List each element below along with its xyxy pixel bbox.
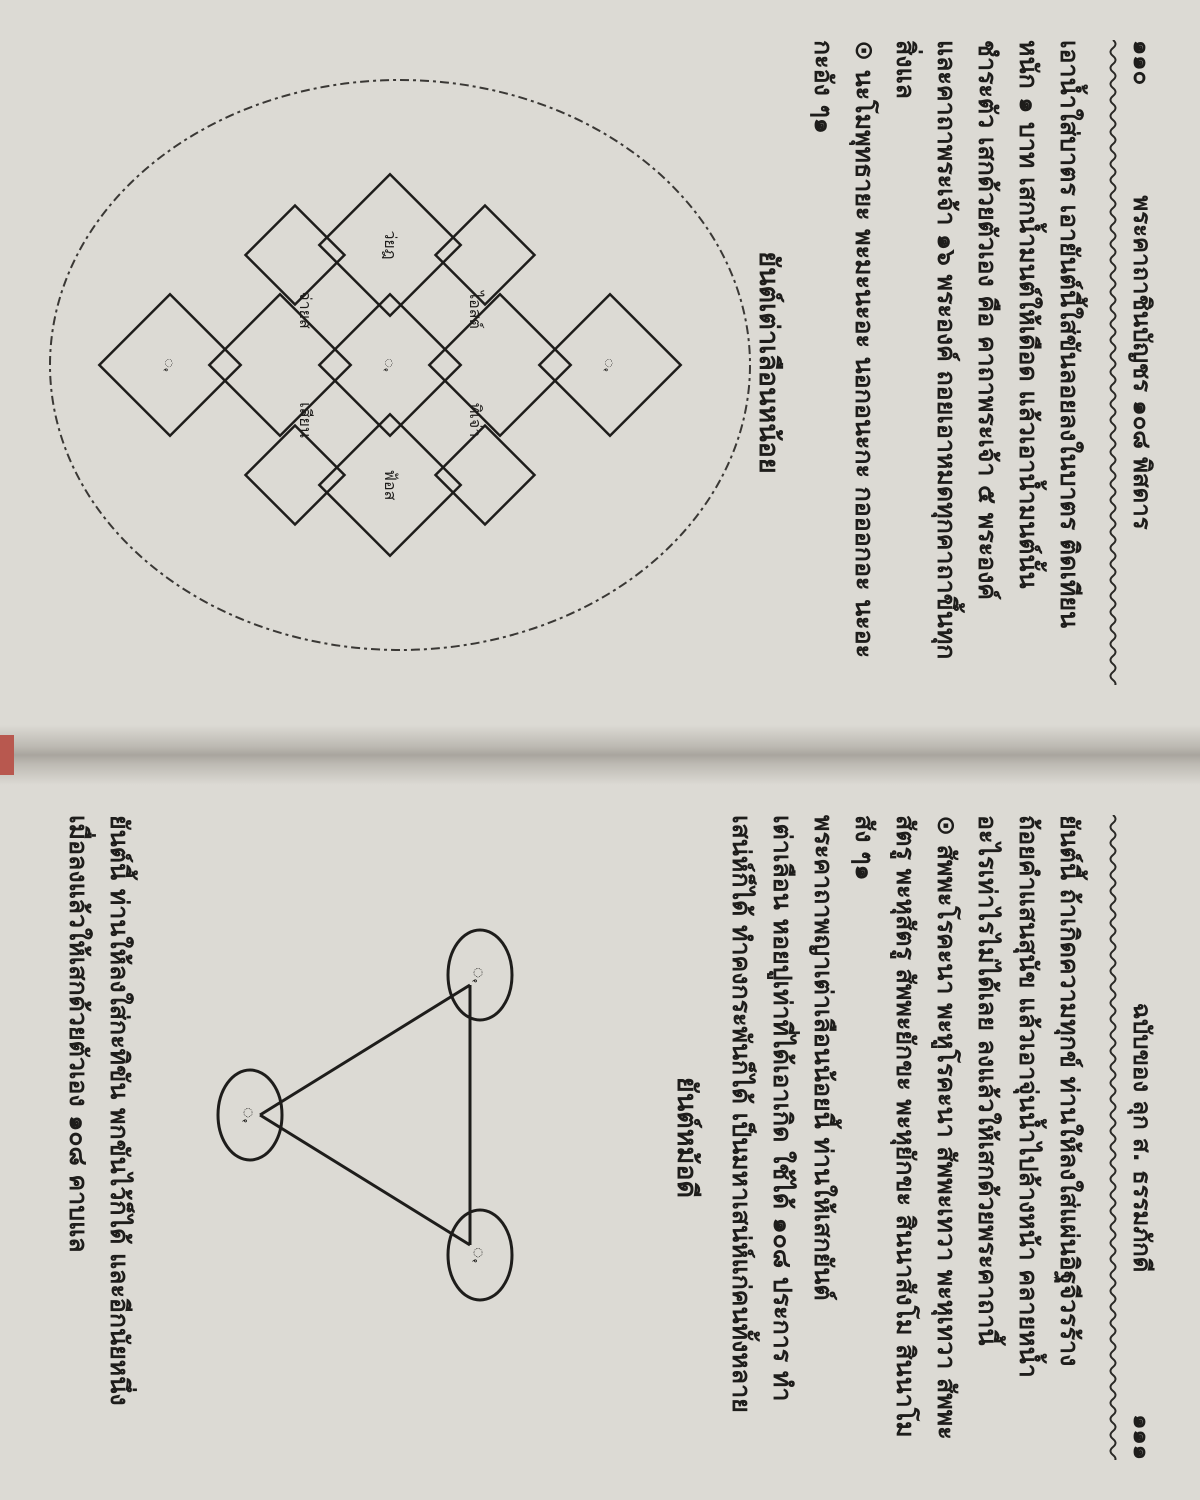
running-header: พระคาถาชินบัญชร ๑๐๘ พิสดาร — [1128, 195, 1157, 530]
yantra-cell-2: จ่ายส — [296, 291, 315, 329]
text-line: พระคาถาพญาเต่าเลือนน้อยนี้ ท่านให้เสกยันต์ — [809, 815, 838, 1301]
text-line: หนัก ๑ บาท เสกน้ำมนต์ให้เดือด แล้วเอาน้ำมนต์นั้น — [1014, 40, 1043, 589]
yantra-cell-5: ฟ้อส — [381, 469, 400, 501]
yantra-glyph: ꩻ — [381, 358, 400, 372]
yantra-title: ยันต์หม้อดี — [671, 1076, 702, 1199]
text-line: ชำระตัว เสกด้วยตัวเอง คือ คาถาพระเจ้า ๕ พระองค์ — [973, 40, 1002, 600]
page-number: ๑๑๐ — [1128, 40, 1157, 86]
text-line: เมื่อลงแล้วให้เสกด้วยตัวเอง ๑๐๘ คาบแล — [64, 815, 93, 1253]
page-110 — [0, 0, 1200, 725]
yantra-glyph: ꩻ — [469, 967, 490, 983]
running-header: ฉบับของ ลุก ส. ธรรมภักดี — [1128, 1002, 1157, 1273]
chant-line: ⊙ สัพพะโรคะนา พะหูโรคะนา สัพพะเทวา พะหุเทวา สัพพะสัตรู พะหุสัตรู สัพพะยักขะ พะหุยักขะ สินนาสังโม สินนาโมสัง ๆ๑ — [850, 815, 961, 1440]
turtle-yantra-diagram — [30, 60, 770, 670]
page-111 — [0, 775, 1200, 1500]
yantra-cell-4: ว่ยฎ — [381, 230, 400, 260]
text-line: ถ้อยคำแสนสุนัข แล้วเอาจุ่นน้ำไปล้างหน้า คลายหน้ำ — [1014, 815, 1043, 1378]
bottom-body — [666, 815, 1090, 1460]
yantra-glyph: ꩻ — [469, 1247, 490, 1263]
yantra-glyph: ꩻ — [161, 358, 180, 372]
text-line: ยันต์นี้ ถ้าเกิดความทุกข์ ท่านให้ลงใส่แผ่นอิฐจีวรร้าง — [1055, 815, 1084, 1367]
text-line: และคาถาพระเจ้า ๑๖ พระองค์ ถอยเอาหมดทุกคาถาขึ้นทุก — [932, 40, 961, 660]
chant-line: ⊙ นะโมพุทธายะ พะมะนะอะ นอกอนะกะ กอออกอะ นะอะกะอัง ๆ๑ — [809, 40, 879, 659]
text-line: สิ่งแล — [891, 40, 920, 99]
cover-edge — [0, 735, 14, 775]
page-number: ๑๑๑ — [1128, 1414, 1157, 1460]
yantra-title: ยันต์เต่าเลือนหน้อย — [753, 251, 784, 474]
text-line: เสน่ห์ก็ได้ ทำคงกระพันก็ได้ เป็นมหาเสน่ห์แก่คนทั้งหลาย — [727, 815, 756, 1413]
page-header — [1126, 815, 1160, 1460]
yantra-cell-0: ไอสต์ — [466, 291, 485, 329]
text-line: เอาน้ำใส่บาตร เอายันต์นี้ใส่ขันลอยลงในบาตร ติดเทียน — [1055, 40, 1084, 629]
yantra-glyph: ꩻ — [239, 1107, 260, 1123]
text-line: เต่าเลือน หอยปูเท่าที่ได้เอาเกิด ใช้ได้ ๑๐๘ ประการ ทำ — [768, 815, 797, 1402]
yantra-cell-1: ทิเจ่า — [466, 402, 485, 438]
yantra-cell-3: เสียน — [296, 402, 315, 438]
yantra-glyph: ꩻ — [601, 358, 620, 372]
page-header — [1126, 40, 1160, 685]
top-body — [748, 40, 1090, 685]
wavy-rule — [1108, 815, 1118, 1460]
closing-text — [58, 815, 140, 1460]
text-line: ยันต์นี้ ท่านให้ลงใส่กะทิขัน พกขันไว้ก็ได้ และอีกนัยหนึ่ง — [105, 815, 134, 1406]
triangle-yantra-diagram — [200, 915, 540, 1315]
text-line: อะไรเท่าไรไม่ได้เลย ลงแล้วให้เสกด้วยพระคาถานี้ — [973, 815, 1002, 1346]
wavy-rule — [1108, 40, 1118, 685]
